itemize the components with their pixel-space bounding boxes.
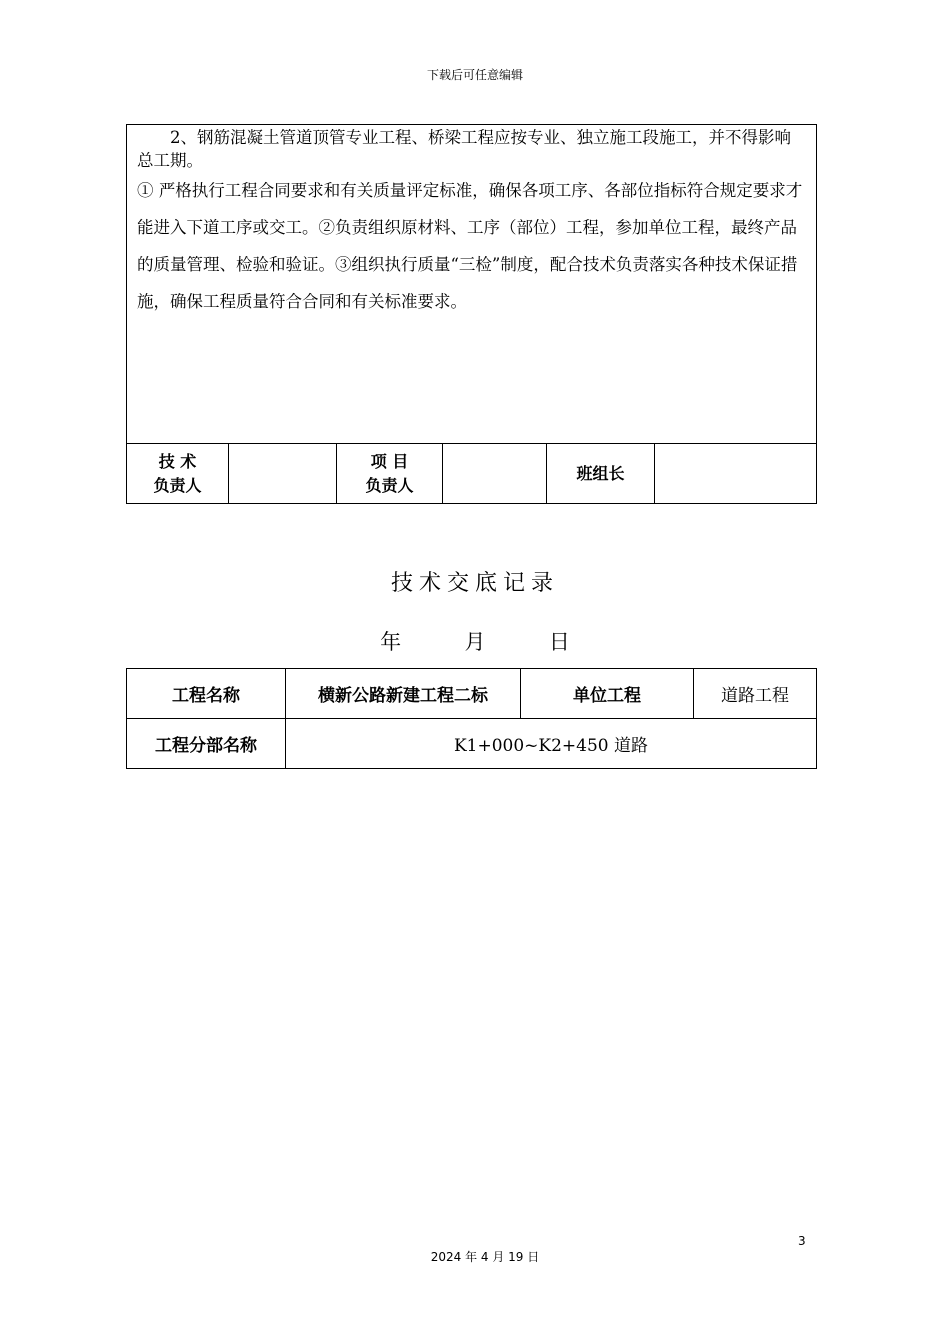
instruction-paragraph-2: ① 严格执行工程合同要求和有关质量评定标准，确保各项工序、各部位指标符合规定要求才能进入下道工序或交工。②负责组织原材料、工序（部位）工程，参加单位工程，最终产品的质量管理、检验和验证。③组织执行质量“三检”制度，配合技术负责落实各种技术保证措施，确保工程质量符合合同和有关标准要求。	[137, 181, 803, 311]
team-leader-signature-cell	[655, 444, 817, 504]
instruction-paragraph-1: 2、钢筋混凝土管道顶管专业工程、桥梁工程应按专业、独立施工段施工，并不得影响总工期。	[137, 128, 791, 170]
header-note: 下载后可任意编辑	[426, 68, 523, 82]
instruction-content	[127, 125, 817, 444]
date-year: 年	[380, 630, 402, 654]
tech-lead-signature-cell	[229, 444, 337, 504]
unit-project-label: 单位工程	[521, 669, 694, 719]
tech-lead-label	[127, 444, 229, 504]
project-info-table	[126, 668, 817, 769]
project-lead-label-line1: 项 目	[370, 451, 409, 471]
tech-lead-label-line2: 负责人	[153, 475, 202, 495]
team-leader-label: 班组长	[547, 444, 655, 504]
project-name-value: 横新公路新建工程二标	[286, 669, 521, 719]
document-title: 技术交底记录	[390, 571, 559, 596]
unit-project-value: 道路工程	[694, 669, 817, 719]
date-line	[0, 626, 950, 656]
sub-project-label: 工程分部名称	[127, 719, 286, 769]
sub-project-value: K1+000~K2+450 道路	[286, 719, 817, 769]
instruction-table	[126, 124, 817, 504]
footer-date: 2024 年 4 月 19 日	[430, 1250, 540, 1264]
project-lead-signature-cell	[443, 444, 547, 504]
project-lead-label	[337, 444, 443, 504]
page-number: 3	[798, 1234, 806, 1248]
date-day: 日	[548, 630, 570, 654]
tech-lead-label-line1: 技 术	[158, 451, 197, 471]
date-month: 月	[464, 630, 486, 654]
project-name-label: 工程名称	[127, 669, 286, 719]
project-lead-label-line2: 负责人	[365, 475, 414, 495]
